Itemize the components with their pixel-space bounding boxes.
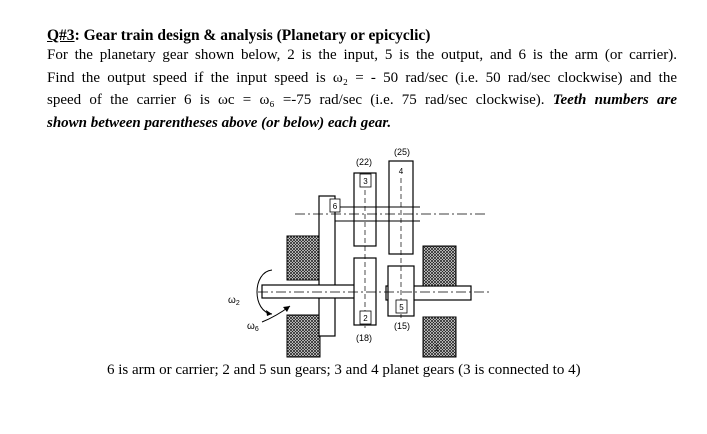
label-gear-6: 6 <box>332 202 338 211</box>
body-line-1: For the planetary gear shown below, 2 is the input, 5 is the output, and 6 is the arm (or carrier). <box>47 47 677 63</box>
label-frame-1: 1 <box>434 344 440 353</box>
teeth-gear-5: (15) <box>393 321 411 331</box>
teeth-gear-2: (18) <box>355 333 373 343</box>
emphasis-text: Teeth numbers are <box>552 92 678 108</box>
teeth-gear-4: (25) <box>393 147 411 157</box>
label-gear-3: 3 <box>363 177 368 186</box>
question-number: Q#3 <box>47 27 75 44</box>
label-gear-4: 4 <box>398 167 404 176</box>
figure-caption: 6 is arm or carrier; 2 and 5 sun gears; 3 and 4 planet gears (3 is connected to 4) <box>107 362 581 378</box>
body-line-3: speed of the carrier 6 is ωc = ω₆ =-75 rad/sec (i.e. 75 rad/sec clockwise). Teeth numbers are <box>47 92 678 108</box>
omega-2-label: $\omega_2$ <box>228 295 240 307</box>
teeth-gear-3: (22) <box>355 157 373 167</box>
bearing-upper-left <box>287 236 320 280</box>
carrier-arm <box>319 196 335 336</box>
omega-6-label: $\omega_6$ <box>247 321 259 333</box>
bearing-upper-right <box>423 246 456 286</box>
bearing-lower-left <box>287 315 320 357</box>
label-gear-5: 5 <box>399 303 404 312</box>
bearing-lower-right <box>423 317 456 357</box>
question-heading: : Gear train design & analysis (Planetary or epicyclic) <box>74 27 431 44</box>
body-line-4: shown between parentheses above (or below) each gear. <box>47 114 392 131</box>
body-line-2: Find the output speed if the input speed is ω₂ = - 50 rad/sec (i.e. 50 rad/sec clockwise) and the <box>47 69 677 86</box>
label-gear-2: 2 <box>363 314 368 323</box>
